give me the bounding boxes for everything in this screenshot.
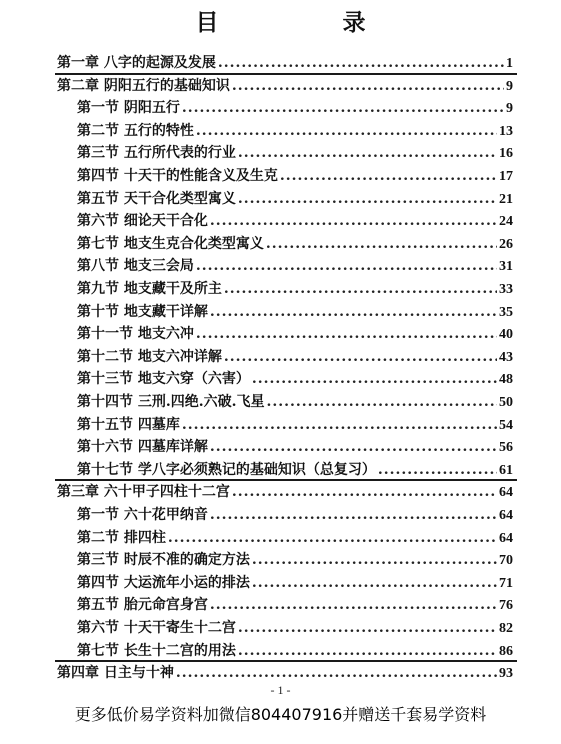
- toc-dot-leader: [210, 213, 497, 229]
- toc-entry-label: 第九节 地支藏干及所主: [77, 281, 222, 297]
- toc-chapter-entry: [57, 75, 513, 99]
- promo-text: 更多低价易学资料加微信804407916并赠送千套易学资料: [74, 705, 487, 724]
- toc-dot-leader: [224, 349, 497, 365]
- toc-dot-leader: [238, 643, 497, 659]
- toc-entry-page-number: 21: [499, 191, 513, 207]
- toc-entry-label: 第六节 细论天干合化: [77, 213, 208, 230]
- toc-dot-leader: [252, 552, 497, 568]
- toc-section-entry: [77, 255, 513, 279]
- toc-section-entry: [77, 527, 513, 551]
- toc-section-entry: [77, 617, 513, 641]
- toc-dot-leader: [378, 462, 497, 478]
- toc-dot-leader: [210, 304, 497, 320]
- toc-entry-label: 第一节 六十花甲纳音: [77, 507, 208, 523]
- toc-section-entry: [77, 368, 513, 392]
- toc-dot-leader: [266, 236, 497, 252]
- toc-dot-leader: [224, 281, 497, 297]
- toc-section-entry: [77, 278, 513, 302]
- toc-dot-leader: [238, 145, 497, 161]
- toc-section-entry: [77, 594, 513, 618]
- toc-section-entry: [77, 210, 513, 234]
- toc-entry-label: 第十七节 学八字必须熟记的基础知识（总复习）: [77, 461, 376, 478]
- toc-entry-label: 第十六节 四墓库详解: [77, 439, 208, 456]
- toc-section-entry: [77, 391, 513, 415]
- toc-entry-page-number: 54: [499, 417, 513, 433]
- toc-entry-page-number: 17: [499, 169, 513, 184]
- toc-dot-leader: [218, 55, 504, 71]
- toc-dot-leader: [210, 439, 497, 455]
- toc-entry-page-number: 64: [499, 530, 513, 546]
- toc-entry-page-number: 33: [499, 282, 513, 297]
- toc-entry-page-number: 9: [506, 78, 513, 94]
- toc-entry-label: 第四章 日主与十神: [57, 665, 174, 682]
- toc-dot-leader: [252, 575, 497, 591]
- toc-section-entry: [77, 142, 513, 166]
- toc-dot-leader: [252, 371, 497, 387]
- toc-entry-page-number: 43: [499, 349, 513, 365]
- toc-entry-label: 第二节 排四柱: [77, 529, 166, 546]
- toc-dot-leader: [196, 326, 497, 342]
- chapter-divider: [55, 73, 517, 75]
- toc-entry-label: 第七节 地支生克合化类型寓义: [77, 235, 264, 252]
- toc-section-entry: [77, 572, 513, 596]
- toc-dot-leader: [280, 168, 497, 184]
- toc-dot-leader: [267, 394, 498, 410]
- toc-section-entry: [77, 165, 513, 189]
- toc-dot-leader: [238, 620, 497, 636]
- toc-entry-page-number: 9: [506, 101, 513, 117]
- toc-entry-label: 第五节 天干合化类型寓义: [77, 190, 236, 207]
- toc-entry-page-number: 26: [499, 236, 513, 252]
- toc-entry-page-number: 1: [506, 56, 513, 71]
- toc-entry-label: 第五节 胎元命宫身宫: [77, 597, 208, 614]
- toc-dot-leader: [210, 597, 497, 613]
- toc-entry-label: 第三节 五行所代表的行业: [77, 145, 236, 162]
- page-title: 目 录: [195, 10, 424, 36]
- toc-dot-leader: [232, 78, 504, 94]
- toc-entry-page-number: 56: [499, 440, 513, 456]
- toc-chapter-entry: [57, 481, 513, 505]
- toc-dot-leader: [232, 484, 497, 500]
- toc-dot-leader: [182, 417, 497, 433]
- toc-section-entry: [77, 549, 513, 573]
- toc-entry-label: 第十一节 地支六冲: [77, 326, 194, 343]
- toc-dot-leader: [238, 191, 497, 207]
- toc-entry-page-number: 93: [499, 666, 513, 682]
- toc-section-entry: [77, 504, 513, 528]
- toc-entry-label: 第四节 大运流年小运的排法: [77, 574, 250, 591]
- chapter-divider: [55, 660, 517, 662]
- toc-dot-leader: [196, 258, 497, 274]
- toc-dot-leader: [168, 530, 497, 546]
- page-number: - 1 -: [270, 683, 291, 697]
- toc-entry-label: 第四节 十天干的性能含义及生克: [77, 168, 278, 184]
- toc-dot-leader: [196, 123, 497, 139]
- toc-section-entry: [77, 346, 513, 370]
- toc-entry-label: 第十四节 三刑.四绝.六破.飞星: [77, 394, 265, 410]
- toc-entry-label: 第一章 八字的起源及发展: [57, 55, 216, 71]
- toc-section-entry: [77, 97, 513, 121]
- toc-entry-page-number: 70: [499, 553, 513, 569]
- toc-entry-page-number: 31: [499, 259, 513, 275]
- toc-entry-label: 第十节 地支藏干详解: [77, 303, 208, 320]
- toc-entry-page-number: 82: [499, 621, 513, 636]
- toc-section-entry: [77, 233, 513, 257]
- toc-entry-label: 第十二节 地支六冲详解: [77, 348, 222, 365]
- toc-entry-label: 第六节 十天干寄生十二宫: [77, 620, 236, 636]
- toc-entry-page-number: 13: [499, 123, 513, 139]
- toc-dot-leader: [210, 507, 497, 523]
- toc-section-entry: [77, 188, 513, 212]
- toc-entry-label: 第七节 长生十二宫的用法: [77, 642, 236, 659]
- chapter-divider: [55, 479, 517, 481]
- toc-entry-label: 第十五节 四墓库: [77, 416, 180, 433]
- toc-entry-page-number: 86: [499, 643, 513, 659]
- toc-entry-page-number: 40: [499, 327, 513, 343]
- toc-dot-leader: [182, 100, 504, 116]
- toc-entry-label: 第一节 阴阳五行: [77, 100, 180, 117]
- toc-entry-page-number: 61: [499, 462, 513, 478]
- toc-entry-label: 第三章 六十甲子四柱十二宫: [57, 484, 230, 501]
- toc-entry-page-number: 35: [499, 304, 513, 320]
- toc-entry-label: 第十三节 地支六穿（六害）: [77, 371, 250, 388]
- toc-section-entry: [77, 414, 513, 438]
- toc-section-entry: [77, 120, 513, 144]
- toc-entry-page-number: 48: [499, 372, 513, 388]
- toc-entry-page-number: 24: [499, 214, 513, 230]
- toc-entry-page-number: 71: [499, 575, 513, 591]
- toc-entry-page-number: 76: [499, 598, 513, 614]
- toc-entry-label: 第二章 阴阳五行的基础知识: [57, 77, 230, 94]
- toc-entry-label: 第八节 地支三会局: [77, 258, 194, 275]
- toc-section-entry: [77, 323, 513, 347]
- toc-entry-page-number: 50: [499, 395, 513, 410]
- toc-entry-page-number: 64: [499, 508, 513, 523]
- toc-section-entry: [77, 436, 513, 460]
- toc-section-entry: [77, 301, 513, 325]
- toc-entry-label: 第三节 时辰不准的确定方法: [77, 552, 250, 569]
- toc-dot-leader: [176, 665, 497, 681]
- toc-entry-page-number: 64: [499, 485, 513, 501]
- toc-entry-page-number: 16: [499, 146, 513, 162]
- toc-entry-label: 第二节 五行的特性: [77, 122, 194, 139]
